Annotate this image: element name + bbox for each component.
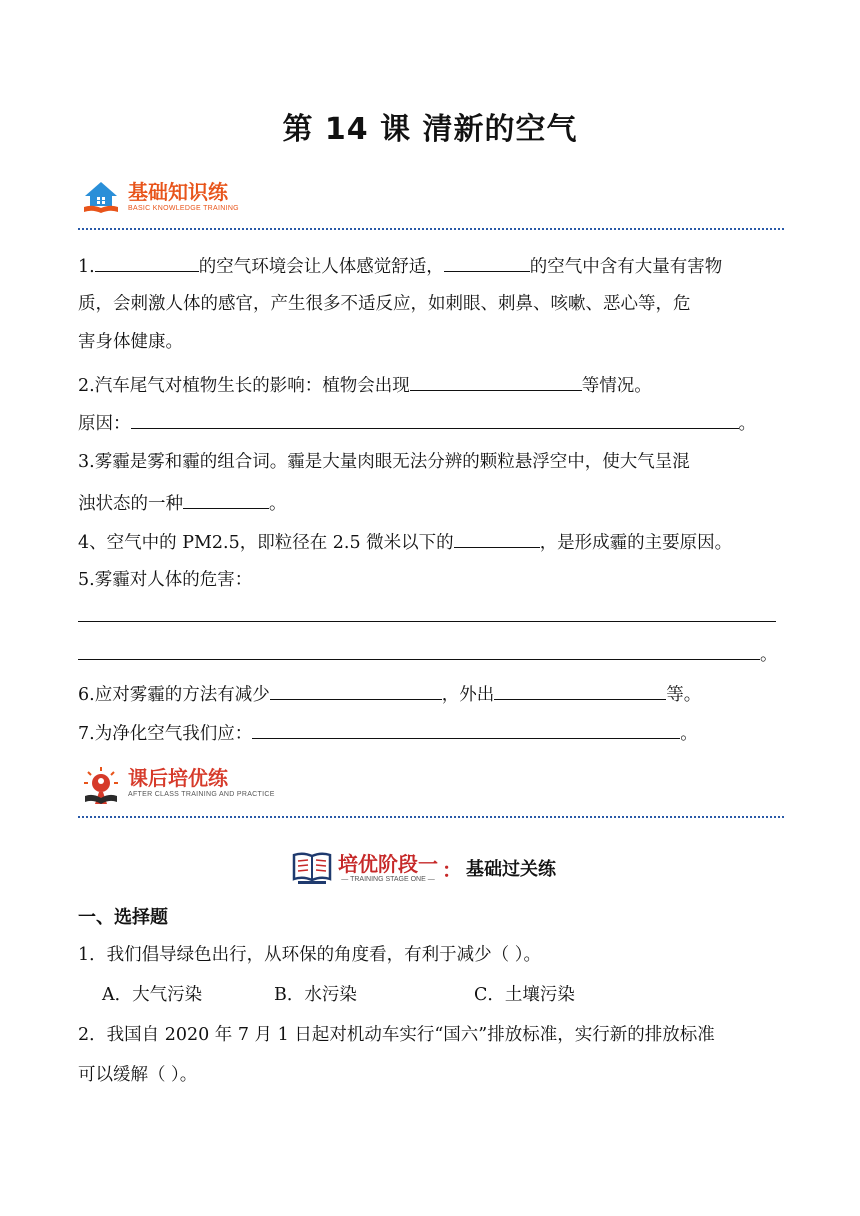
after-class-badge — [82, 766, 275, 810]
knowledge-q2-line1: 2.汽车尾气对植物生长的影响：植物会出现 等情况。 — [78, 371, 788, 398]
knowledge-q6: 6.应对雾霾的方法有减少 ，外出 等。 — [78, 680, 788, 707]
stage-sub: — TRAINING STAGE ONE — — [341, 875, 435, 883]
stage-name: 基础过关练 — [466, 859, 556, 880]
knowledge-q5: 5.雾霾对人体的危害： — [78, 570, 253, 590]
mc-q2-line1: 2．我国自 2020 年 7 月 1 日起对机动车实行“国六”排放标准，实行新的排放标准 — [78, 1025, 715, 1045]
stage-colon: ： — [442, 857, 462, 882]
mc-q2-line2: 可以缓解（ ）。 — [78, 1065, 198, 1085]
basic-badge-sub: BASIC KNOWLEDGE TRAINING — [128, 205, 239, 212]
blank[interactable] — [270, 680, 442, 700]
blank[interactable] — [78, 602, 776, 622]
knowledge-q5-answer1 — [78, 602, 788, 629]
knowledge-q7: 7.为净化空气我们应： 。 — [78, 719, 788, 746]
knowledge-q4: 4、空气中的 PM2.5，即粒径在 2.5 微米以下的 ，是形成霾的主要原因。 — [78, 528, 788, 555]
section-heading: 一、选择题 — [78, 907, 168, 928]
after-badge-sub: AFTER CLASS TRAINING AND PRACTICE — [128, 791, 275, 798]
option-a[interactable]: A．大气污染 — [102, 985, 203, 1005]
stage-header — [292, 848, 556, 888]
basic-knowledge-badge — [82, 180, 239, 224]
blank[interactable] — [183, 489, 269, 509]
basic-badge-label: 基础知识练 — [128, 180, 228, 204]
option-c[interactable]: C．土壤污染 — [474, 985, 575, 1005]
blank[interactable] — [410, 371, 582, 391]
mc-q1: 1．我们倡导绿色出行，从环保的角度看，有利于减少（ ）。 — [78, 945, 541, 965]
mc-q1-options — [102, 983, 812, 1007]
knowledge-q3-line2: 浊状态的一种 。 — [78, 489, 788, 516]
knowledge-q5-answer2: 。 — [78, 640, 788, 667]
knowledge-q3-line1: 3.雾霾是雾和霾的组合词。霾是大量肉眼无法分辨的颗粒悬浮空中，使大气呈混 — [78, 452, 690, 472]
blank[interactable] — [444, 252, 530, 272]
knowledge-q2-line2: 原因： 。 — [78, 409, 788, 436]
stage-title: 培优阶段一 — [338, 851, 438, 876]
blank[interactable] — [78, 640, 760, 660]
house-book-icon — [82, 180, 120, 216]
after-badge-label: 课后培优练 — [128, 766, 228, 790]
lightbulb-person-icon — [82, 766, 120, 806]
knowledge-q1-line3: 害身体健康。 — [78, 332, 183, 352]
knowledge-q1-line1: 1. 的空气环境会让人体感觉舒适， 的空气中含有大量有害物 — [78, 252, 788, 279]
divider — [78, 228, 784, 230]
open-book-icon — [292, 851, 332, 885]
blank[interactable] — [131, 409, 739, 429]
option-b[interactable]: B．水污染 — [274, 985, 357, 1005]
blank[interactable] — [95, 252, 199, 272]
blank[interactable] — [494, 680, 666, 700]
blank[interactable] — [454, 528, 540, 548]
knowledge-q1-line2: 质，会刺激人体的感官，产生很多不适反应，如刺眼、刺鼻、咳嗽、恶心等，危 — [78, 294, 691, 314]
divider — [78, 816, 784, 818]
blank[interactable] — [252, 719, 680, 739]
page-title: 第 14 课 清新的空气 — [282, 112, 578, 147]
